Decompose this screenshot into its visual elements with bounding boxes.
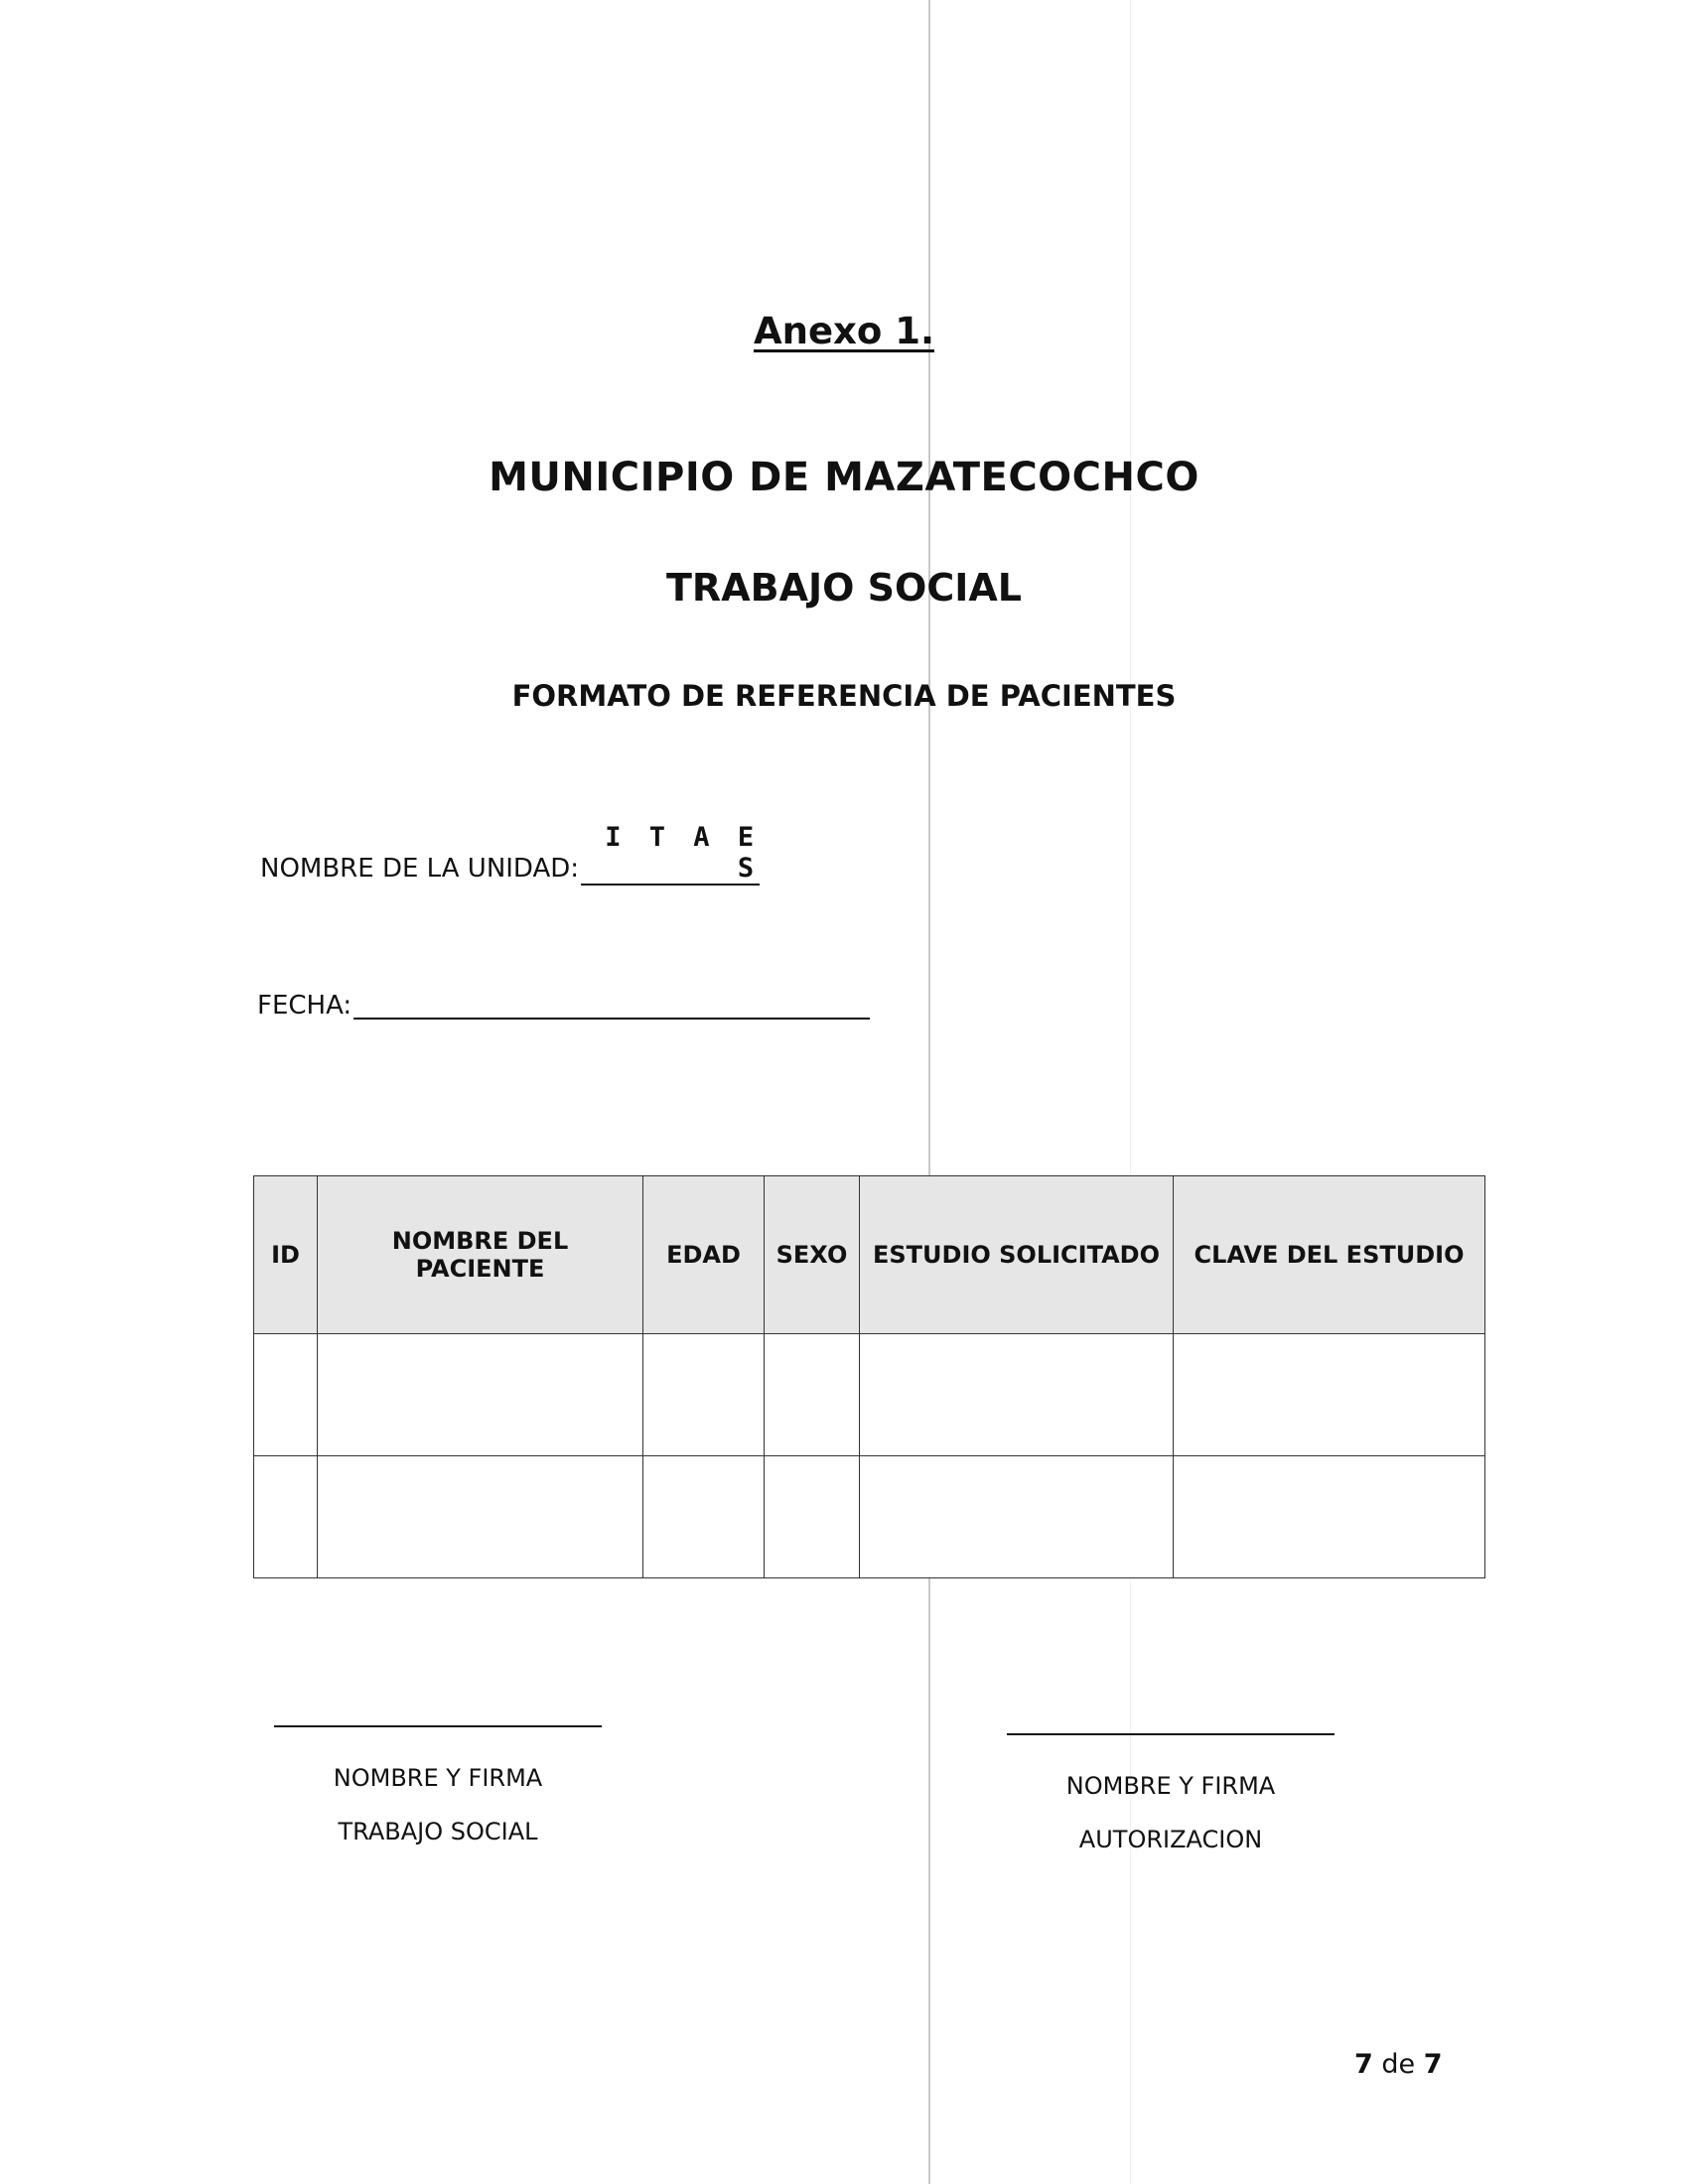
signature-label: NOMBRE Y FIRMA — [333, 1764, 543, 1792]
table-header-row — [254, 1176, 1485, 1334]
table-row — [254, 1456, 1485, 1578]
form-title: FORMATO DE REFERENCIA DE PACIENTES — [511, 679, 1177, 713]
patient-referral-table — [253, 1175, 1485, 1578]
page-current: 7 — [1354, 2049, 1373, 2080]
signature-role: TRABAJO SOCIAL — [338, 1818, 538, 1845]
table-cell[interactable] — [765, 1334, 860, 1456]
column-header-id: ID — [254, 1176, 318, 1334]
table-cell[interactable] — [643, 1334, 765, 1456]
page-total: 7 — [1423, 2049, 1443, 2080]
table-cell[interactable] — [860, 1456, 1174, 1578]
column-header-requested-study: ESTUDIO SOLICITADO — [860, 1176, 1174, 1334]
table-cell[interactable] — [254, 1334, 318, 1456]
table-cell[interactable] — [1174, 1334, 1485, 1456]
table-cell[interactable] — [318, 1334, 643, 1456]
date-input-line[interactable] — [353, 1018, 870, 1020]
municipality-title: MUNICIPIO DE MAZATECOCHCO — [489, 455, 1199, 500]
signature-label: NOMBRE Y FIRMA — [1065, 1772, 1276, 1800]
department-title: TRABAJO SOCIAL — [666, 566, 1022, 610]
annex-title: Anexo 1. — [753, 310, 935, 352]
column-header-patient-name: NOMBRE DEL PACIENTE — [318, 1176, 643, 1334]
table-cell[interactable] — [318, 1456, 643, 1578]
signature-line[interactable] — [1007, 1733, 1335, 1735]
column-header-age: EDAD — [643, 1176, 765, 1334]
signature-role: AUTORIZACION — [1078, 1826, 1263, 1853]
unit-label: NOMBRE DE LA UNIDAD: — [260, 854, 580, 884]
unit-field — [260, 822, 760, 886]
signature-block-authorization — [1007, 1733, 1335, 1866]
signature-line[interactable] — [274, 1725, 602, 1727]
table-row — [254, 1334, 1485, 1456]
date-label: FECHA: — [257, 991, 352, 1021]
table-cell[interactable] — [1174, 1456, 1485, 1578]
page-number — [1354, 2049, 1443, 2080]
page-of: de — [1381, 2049, 1416, 2080]
date-field — [257, 991, 870, 1021]
table-cell[interactable] — [643, 1456, 765, 1578]
table-cell[interactable] — [254, 1456, 318, 1578]
column-header-sex: SEXO — [765, 1176, 860, 1334]
signature-block-social-work — [274, 1725, 602, 1858]
column-header-study-code: CLAVE DEL ESTUDIO — [1174, 1176, 1485, 1334]
table-cell[interactable] — [765, 1456, 860, 1578]
table-cell[interactable] — [860, 1334, 1174, 1456]
unit-value[interactable]: I T A E S — [581, 822, 760, 886]
